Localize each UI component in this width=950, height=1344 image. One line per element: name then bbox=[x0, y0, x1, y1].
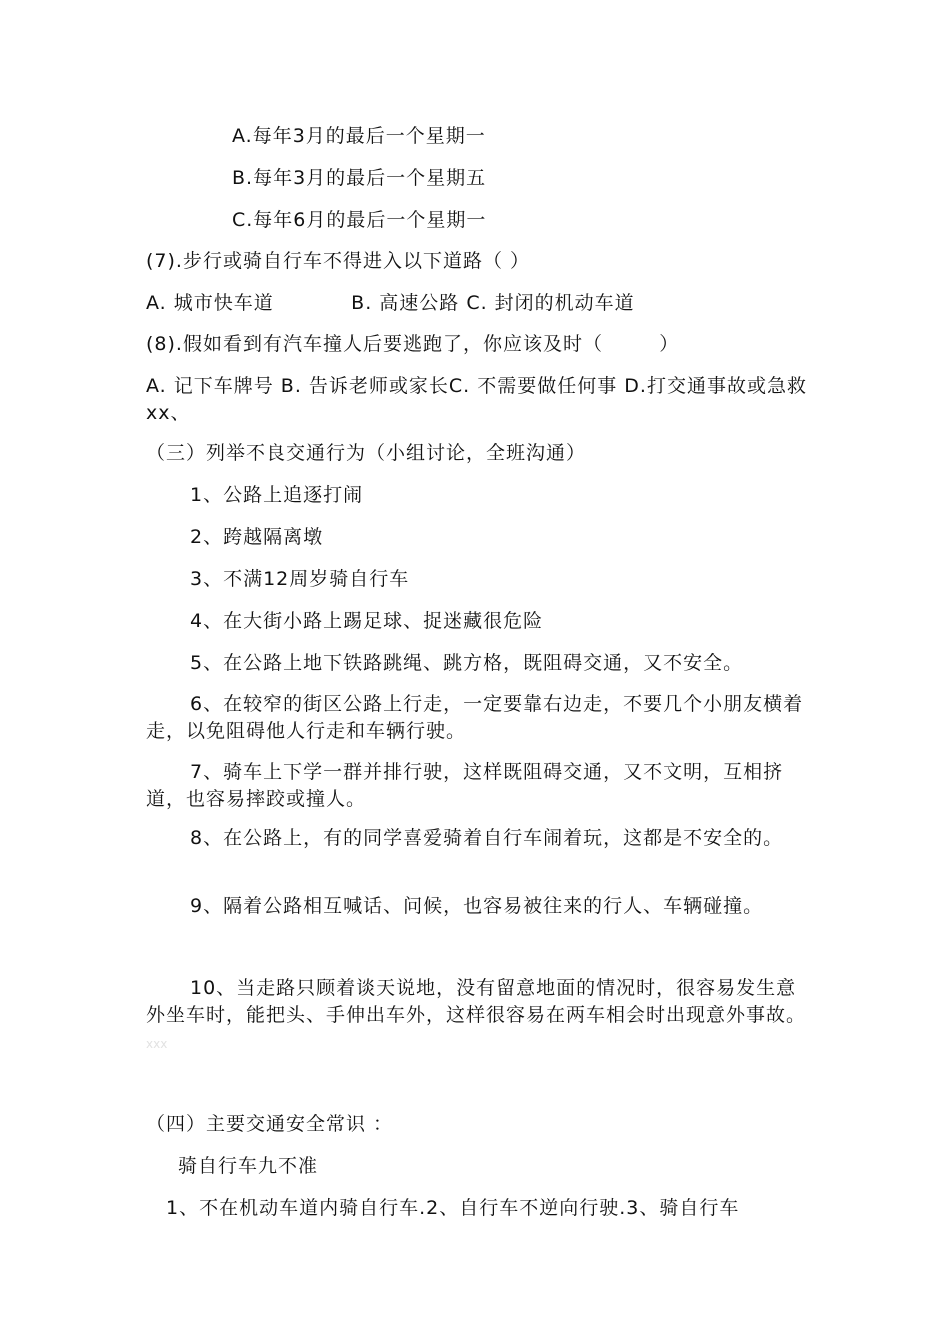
bad-behavior-item: 1、公路上追逐打闹 bbox=[190, 484, 364, 506]
bad-behavior-item: 4、在大街小路上踢足球、捉迷藏很危险 bbox=[190, 610, 544, 632]
faint-watermark-mark: xxx bbox=[146, 1037, 168, 1051]
bad-behavior-item bbox=[146, 975, 816, 1058]
bad-behavior-item-text: 7、骑车上下学一群并排行驶，这样既阻碍交通，又不文明，互相挤道，也容易摔跤或撞人。 bbox=[146, 761, 784, 810]
bad-behavior-item-text: 8、在公路上，有的同学喜爱骑着自行车闹着玩，这都是不安全的。 bbox=[190, 827, 784, 849]
q7-question: (7).步行或骑自行车不得进入以下道路（ ） bbox=[146, 250, 530, 272]
q6-option-c: C.每年6月的最后一个星期一 bbox=[232, 209, 487, 231]
section4-subheading: 骑自行车九不准 bbox=[178, 1155, 319, 1177]
q7-options: A. 城市快车道 B. 高速公路 C. 封闭的机动车道 bbox=[146, 292, 635, 314]
bad-behavior-item bbox=[146, 825, 816, 852]
q8-question: (8).假如看到有汽车撞人后要逃跑了，你应该及时（ ） bbox=[146, 333, 680, 355]
bad-behavior-item-text: 6、在较窄的街区公路上行走，一定要靠右边走，不要几个小朋友横着走，以免阻碍他人行走和车辆行驶。 bbox=[146, 693, 804, 742]
bad-behavior-item: 5、在公路上地下铁路跳绳、跳方格，既阻碍交通，又不安全。 bbox=[190, 652, 744, 674]
bad-behavior-item bbox=[146, 691, 816, 745]
bad-behavior-item-text: 10、当走路只顾着谈天说地，没有留意地面的情况时，很容易发生意外坐车时，能把头、手伸出车外，这样很容易在两车相会时出现意外事故。 bbox=[146, 977, 807, 1026]
section3-heading: （三）列举不良交通行为（小组讨论，全班沟通） bbox=[146, 442, 587, 464]
bad-behavior-item: 3、不满12周岁骑自行车 bbox=[190, 568, 410, 590]
section4-heading: （四）主要交通安全常识 ： bbox=[146, 1113, 394, 1135]
section4-rules-line: 1、不在机动车道内骑自行车.2、自行车不逆向行驶.3、骑自行车 bbox=[166, 1197, 740, 1219]
bad-behavior-item: 2、跨越隔离墩 bbox=[190, 526, 324, 548]
bad-behavior-item bbox=[146, 759, 816, 813]
bad-behavior-item: 9、隔着公路相互喊话、问候，也容易被往来的行人、车辆碰撞。 bbox=[190, 895, 764, 917]
q8-options: A. 记下车牌号 B. 告诉老师或家长C. 不需要做任何事 D.打交通事故或急救xx、 bbox=[146, 375, 807, 424]
q6-option-a: A.每年3月的最后一个星期一 bbox=[232, 125, 486, 147]
q6-option-b: B.每年3月的最后一个星期五 bbox=[232, 167, 487, 189]
